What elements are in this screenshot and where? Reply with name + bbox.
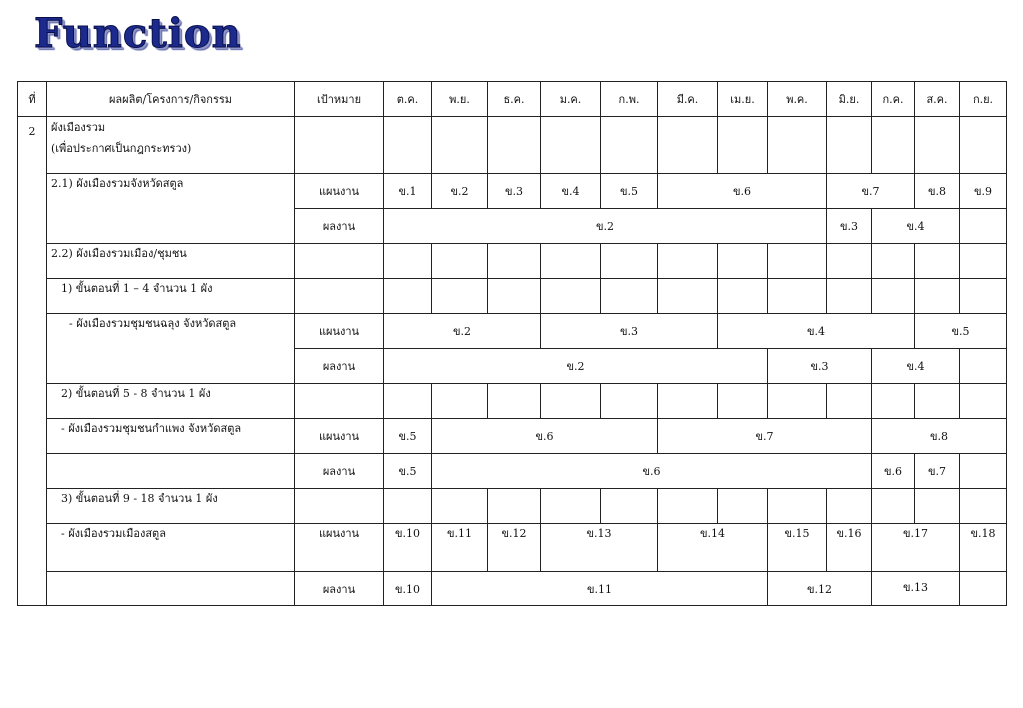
result-cell: ข.2 — [384, 209, 827, 244]
target-cell: ผลงาน — [295, 209, 384, 244]
plan-cell: ข.14 — [658, 524, 768, 572]
month-cell — [960, 279, 1007, 314]
month-cell — [915, 244, 960, 279]
month-cell — [488, 279, 541, 314]
plan-cell: ข.8 — [915, 174, 960, 209]
month-cell — [960, 244, 1007, 279]
month-cell — [384, 489, 432, 524]
month-cell — [718, 244, 768, 279]
month-cell — [384, 117, 432, 174]
header-month: ต.ค. — [384, 82, 432, 117]
month-cell — [718, 279, 768, 314]
month-cell — [541, 279, 601, 314]
month-cell — [658, 279, 718, 314]
result-cell: ข.7 — [915, 454, 960, 489]
project-cell: - ผังเมืองรวมชุมชนฉลุง จังหวัดสตูล — [47, 314, 295, 384]
project-cell — [47, 117, 295, 174]
target-cell — [295, 244, 384, 279]
target-cell: ผลงาน — [295, 349, 384, 384]
target-cell: ผลงาน — [295, 454, 384, 489]
month-cell — [960, 209, 1007, 244]
target-cell: แผนงาน — [295, 524, 384, 572]
header-month: ก.ค. — [872, 82, 915, 117]
table-row — [18, 314, 1007, 349]
month-cell — [718, 384, 768, 419]
plan-cell: ข.17 — [872, 524, 960, 572]
month-cell — [541, 244, 601, 279]
result-cell: ข.4 — [872, 209, 960, 244]
month-cell — [488, 489, 541, 524]
month-cell — [872, 244, 915, 279]
header-month: ก.พ. — [601, 82, 658, 117]
target-cell — [295, 117, 384, 174]
plan-cell: ข.8 — [872, 419, 1007, 454]
month-cell — [827, 384, 872, 419]
result-cell: ข.3 — [768, 349, 872, 384]
table-row — [18, 489, 1007, 524]
plan-cell: ข.9 — [960, 174, 1007, 209]
month-cell — [658, 489, 718, 524]
header-month: ม.ค. — [541, 82, 601, 117]
result-cell: ข.6 — [872, 454, 915, 489]
project-cell — [47, 572, 295, 606]
header-month: มิ.ย. — [827, 82, 872, 117]
table-row — [18, 117, 1007, 174]
plan-cell: ข.7 — [658, 419, 872, 454]
plan-cell: ข.5 — [384, 419, 432, 454]
table-row — [18, 384, 1007, 419]
plan-cell: ข.6 — [432, 419, 658, 454]
target-cell — [295, 489, 384, 524]
target-cell — [295, 279, 384, 314]
plan-cell: ข.4 — [541, 174, 601, 209]
table-row — [18, 244, 1007, 279]
header-target: เป้าหมาย — [295, 82, 384, 117]
project-cell: 2.2) ผังเมืองรวมเมือง/ชุมชน — [47, 244, 295, 279]
header-month: ก.ย. — [960, 82, 1007, 117]
project-cell: 3) ขั้นตอนที่ 9 - 18 จำนวน 1 ผัง — [47, 489, 295, 524]
plan-cell: ข.15 — [768, 524, 827, 572]
result-cell: ข.10 — [384, 572, 432, 606]
month-cell — [960, 117, 1007, 174]
month-cell — [768, 489, 827, 524]
header-month: เม.ย. — [718, 82, 768, 117]
month-cell — [488, 117, 541, 174]
month-cell — [827, 244, 872, 279]
header-project: ผลผลิต/โครงการ/กิจกรรม — [47, 82, 295, 117]
month-cell — [432, 117, 488, 174]
schedule-table — [17, 81, 1007, 606]
month-cell — [601, 279, 658, 314]
result-cell: ข.11 — [432, 572, 768, 606]
month-cell — [488, 244, 541, 279]
month-cell — [872, 384, 915, 419]
month-cell — [432, 279, 488, 314]
header-month: พ.ค. — [768, 82, 827, 117]
month-cell — [960, 384, 1007, 419]
month-cell — [960, 572, 1007, 606]
plan-cell: ข.7 — [827, 174, 915, 209]
month-cell — [384, 279, 432, 314]
month-cell — [872, 489, 915, 524]
result-cell: ข.13 — [872, 572, 960, 606]
month-cell — [658, 384, 718, 419]
plan-cell: ข.18 — [960, 524, 1007, 572]
plan-cell: ข.16 — [827, 524, 872, 572]
plan-cell: ข.5 — [601, 174, 658, 209]
plan-cell: ข.4 — [718, 314, 915, 349]
page-title: Function — [34, 10, 242, 57]
month-cell — [384, 384, 432, 419]
header-no: ที่ — [18, 82, 47, 117]
header-month: ส.ค. — [915, 82, 960, 117]
plan-cell: ข.2 — [432, 174, 488, 209]
target-cell: แผนงาน — [295, 419, 384, 454]
header-month: ธ.ค. — [488, 82, 541, 117]
project-label: ผังเมืองรวม — [51, 121, 106, 134]
project-cell: 2) ขั้นตอนที่ 5 - 8 จำนวน 1 ผัง — [47, 384, 295, 419]
month-cell — [601, 117, 658, 174]
table-row — [18, 419, 1007, 454]
month-cell — [432, 489, 488, 524]
month-cell — [718, 117, 768, 174]
month-cell — [488, 384, 541, 419]
month-cell — [768, 244, 827, 279]
project-cell: 1) ขั้นตอนที่ 1 – 4 จำนวน 1 ผัง — [47, 279, 295, 314]
table-row — [18, 279, 1007, 314]
table-row — [18, 524, 1007, 572]
plan-cell: ข.1 — [384, 174, 432, 209]
month-cell — [915, 117, 960, 174]
month-cell — [872, 279, 915, 314]
month-cell — [827, 279, 872, 314]
plan-cell: ข.11 — [432, 524, 488, 572]
month-cell — [915, 279, 960, 314]
month-cell — [541, 384, 601, 419]
plan-cell: ข.13 — [541, 524, 658, 572]
month-cell — [384, 244, 432, 279]
target-cell — [295, 384, 384, 419]
plan-cell: ข.6 — [658, 174, 827, 209]
result-cell: ข.6 — [432, 454, 872, 489]
month-cell — [541, 117, 601, 174]
month-cell — [432, 384, 488, 419]
result-cell: ข.4 — [872, 349, 960, 384]
month-cell — [768, 279, 827, 314]
plan-cell: ข.12 — [488, 524, 541, 572]
plan-cell: ข.3 — [488, 174, 541, 209]
project-cell: 2.1) ผังเมืองรวมจังหวัดสตูล — [47, 174, 295, 244]
table-row — [18, 174, 1007, 209]
month-cell — [432, 244, 488, 279]
project-cell — [47, 454, 295, 489]
month-cell — [601, 384, 658, 419]
plan-cell: ข.3 — [541, 314, 718, 349]
header-row — [18, 82, 1007, 117]
result-cell: ข.2 — [384, 349, 768, 384]
table-row — [18, 454, 1007, 489]
header-month: พ.ย. — [432, 82, 488, 117]
plan-cell: ข.5 — [915, 314, 1007, 349]
month-cell — [960, 489, 1007, 524]
month-cell — [827, 117, 872, 174]
month-cell — [872, 117, 915, 174]
target-cell: แผนงาน — [295, 314, 384, 349]
month-cell — [960, 454, 1007, 489]
month-cell — [915, 489, 960, 524]
month-cell — [718, 489, 768, 524]
result-cell: ข.12 — [768, 572, 872, 606]
month-cell — [541, 489, 601, 524]
month-cell — [827, 489, 872, 524]
target-cell: แผนงาน — [295, 174, 384, 209]
table-row — [18, 572, 1007, 606]
result-cell: ข.3 — [827, 209, 872, 244]
header-month: มี.ค. — [658, 82, 718, 117]
plan-cell: ข.10 — [384, 524, 432, 572]
project-sublabel: (เพื่อประกาศเป็นกฎกระทรวง) — [51, 142, 192, 155]
month-cell — [768, 117, 827, 174]
target-cell: ผลงาน — [295, 572, 384, 606]
month-cell — [658, 244, 718, 279]
project-cell: - ผังเมืองรวมเมืองสตูล — [47, 524, 295, 572]
result-cell: ข.5 — [384, 454, 432, 489]
month-cell — [658, 117, 718, 174]
project-cell: - ผังเมืองรวมชุมชนกำแพง จังหวัดสตูล — [47, 419, 295, 454]
month-cell — [601, 244, 658, 279]
month-cell — [768, 384, 827, 419]
month-cell — [915, 384, 960, 419]
month-cell — [601, 489, 658, 524]
row-number: 2 — [18, 117, 47, 606]
plan-cell: ข.2 — [384, 314, 541, 349]
month-cell — [960, 349, 1007, 384]
